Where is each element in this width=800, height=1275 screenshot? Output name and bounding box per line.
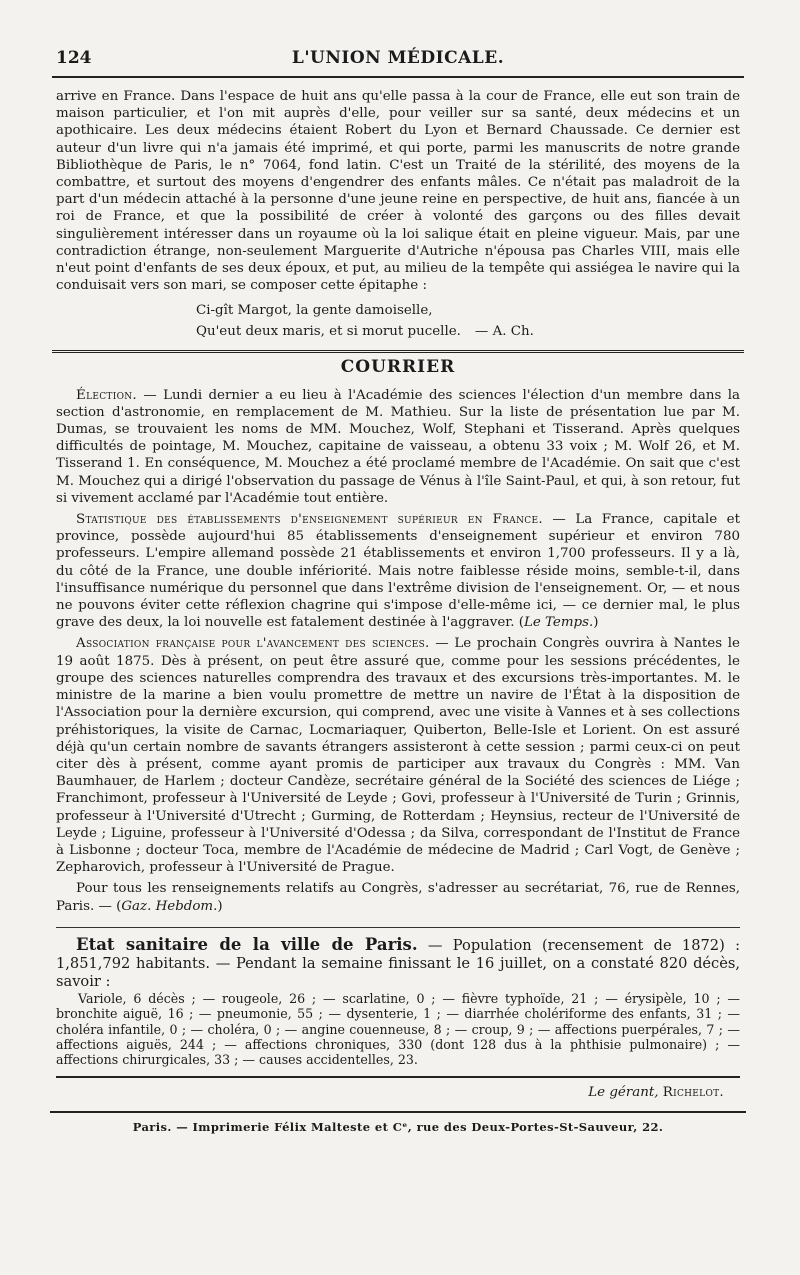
statistique-heading: Statistique des établissements d'enseignement supérieur en France. <box>76 512 543 528</box>
author-signature: — A. Ch. <box>474 324 534 340</box>
epitaph-line-2-wrap <box>196 321 740 342</box>
epitaph <box>196 300 740 342</box>
association-heading: Association française pour l'avancement des sciences. <box>76 636 430 652</box>
printer-imprint: Paris. — Imprimerie Félix Malteste et Cᵉ, rue des Deux-Portes-St-Sauveur, 22. <box>132 1119 664 1134</box>
epitaph-line-2: Qu'eut deux maris, et si morut pucelle. <box>196 324 461 340</box>
intro-paragraph: arrive en France. Dans l'espace de huit ans qu'elle passa à la cour de France, elle eut son train de maison particulier, et l'on mit auprès d'elle, pour veiller sur sa santé, deux médecins et un apothicaire. Les deux médecins étaient Robert du Lyon et Bernard Chaussade. Ce dernier est auteur d'un livre qui n'a jamais été imprimé, et qui porte, parmi les manuscrits de notre grande Bibliothèque de Paris, le n° 7064, fond latin. C'est un Traité de la stérilité, des moyens de la combattre, et surtout des moyens d'engendrer des enfants mâles. Ce n'était pas maladroit de la part d'un médecin attaché à la personne d'une jeune reine en perspective, de huit ans, fiancée à un roi de France, et que la possibilité de créer à volonté des garçons ou des filles devait singulièrement intéresser dans un royaume où la loi salique était en pleine vigueur. Mais, par une contradiction étrange, non-seulement Marguerite d'Autriche n'épousa pas Charles VIII, mais elle n'eut point d'enfants de ses deux époux, et put, au milieu de la tempête qui assiégea le navire qui la conduisait vers son mari, se composer cette épitaphe : <box>56 89 740 294</box>
statistique-close: ) <box>593 615 599 631</box>
epitaph-line-1: Ci-gît Margot, la gente damoiselle, <box>196 303 433 319</box>
statistique-paragraph <box>56 511 740 631</box>
footer-rule <box>56 1076 740 1078</box>
section-divider <box>52 350 744 353</box>
congres-source: Gaz. Hebdom. <box>121 898 218 914</box>
courrier-title: COURRIER <box>340 357 456 378</box>
sanitaire-title: Etat sanitaire de la ville de Paris. <box>76 934 418 954</box>
sanitaire-divider <box>56 927 740 928</box>
header-rule <box>52 76 744 78</box>
gerant-label: Le gérant, <box>588 1084 659 1100</box>
sanitaire-header <box>56 936 740 991</box>
association-text: — Le prochain Congrès ouvrira à Nantes le 19 août 1875. Dès à présent, on peut être assuré que, comme pour les sessions précédentes, le groupe des sciences naturelles comprendra des travaux et des excursions très-importantes. M. le ministre de la marine a bien voulu promettre de mettre un navire de l'État à la disposition de l'Association pour la dernière excursion, qui comprend, avec une visite à Vannes et à ses collections préhistoriques, la visite de Carnac, Locmariaquer, Quiberton, Belle-Isle et Lorient. On est assuré déjà qu'un certain nombre de savants étrangers assisteront à cette session ; parmi ceux-ci on peut citer dès à présent, comme ayant promis de participer aux travaux du Congrès : MM. Van Baumhauer, de Harlem ; docteur Candèze, secrétaire général de la Société des sciences de Liége ; Franchimont, professeur à l'Université de Leyde ; Govi, professeur à l'Université de Turin ; Grinnis, professeur à l'Université d'Utrecht ; Gurming, de Rotterdam ; Heynsius, recteur de l'Université de Leyde ; Liguine, professeur à l'Université d'Odessa ; da Silva, correspondant de l'Institut de France à Lisbonne ; docteur Toca, membre de l'Académie de médecine de Madrid ; Carl Vogt, de Genève ; Zepharovich, professeur à l'Université de Prague. <box>56 636 740 876</box>
election-paragraph <box>56 387 740 507</box>
congres-text: Pour tous les renseignements relatifs au Congrès, s'adresser au secrétariat, 76, rue de Rennes, Paris. — ( <box>56 881 740 914</box>
election-heading: Élection. <box>76 387 137 403</box>
page-number: 124 <box>56 48 92 68</box>
running-head <box>56 48 740 74</box>
sanitaire-causes-list: Variole, 6 décès ; — rougeole, 26 ; — scarlatine, 0 ; — fièvre typhoïde, 21 ; — érysipèle, 10 ; — bronchite aiguë, 16 ; — pneumonie, 55 ; — dysenterie, 1 ; — diarrhée cholériforme des enfants, 31 ; — choléra infantile, 0 ; — choléra, 0 ; — angine couenneuse, 8 ; — croup, 9 ; — affections puerpérales, 7 ; — affections aiguës, 244 ; — affections chroniques, 330 (dont 128 dus à la phthisie pulmonaire) ; — affections chirurgicales, 33 ; — causes accidentelles, 23. <box>56 990 740 1068</box>
statistique-source: Le Temps. <box>523 615 594 631</box>
congres-paragraph <box>56 880 740 914</box>
gerant-name: Richelot. <box>662 1084 724 1100</box>
gerant-line <box>56 1084 724 1101</box>
statistique-text: — La France, capitale et province, possède aujourd'hui 85 établissements d'enseignement supérieur et environ 780 professeurs. L'empire allemand possède 21 établissements et environ 1,700 professeurs. Il y a là, du côté de la France, une double infériorité. Mais notre faiblesse réside moins, semble-t-il, dans l'insuffisance numérique du personnel que dans l'extrême division de l'enseignement. Or, — et nous ne pouvons éviter cette réflexion chagrine qui s'impose d'elle-même ici, — ce dernier mal, le plus grave des deux, la loi nouvelle est fatalement destinée à l'aggraver. ( <box>56 512 740 631</box>
association-paragraph <box>56 635 740 876</box>
article-body <box>56 88 740 1136</box>
journal-title: L'UNION MÉDICALE. <box>291 48 505 68</box>
congres-close: ) <box>217 898 223 914</box>
election-text: — Lundi dernier a eu lieu à l'Académie des sciences l'élection d'un membre dans la section d'astronomie, en remplacement de M. Mathieu. Sur la liste de présentation lue par M. Dumas, se trouvaient les noms de MM. Mouchez, Wolf, Stephani et Tisserand. Après quelques difficultés de pointage, M. Mouchez, capitaine de vaisseau, a obtenu 33 voix ; M. Wolf 26, et M. Tisserand 1. En conséquence, M. Mouchez a été proclamé membre de l'Académie. On sait que c'est M. Mouchez qui a dirigé l'observation du passage de Vénus à l'île Saint-Paul, et qui, à son retour, fut si vivement acclamé par l'Académie tout entière. <box>56 387 740 506</box>
sanitaire-intro: — Population (recensement de 1872) : 1,851,792 habitants. — Pendant la semaine finissant le 16 juillet, on a constaté 820 décès, savoir : <box>56 936 740 990</box>
printer-rule <box>50 1111 746 1113</box>
